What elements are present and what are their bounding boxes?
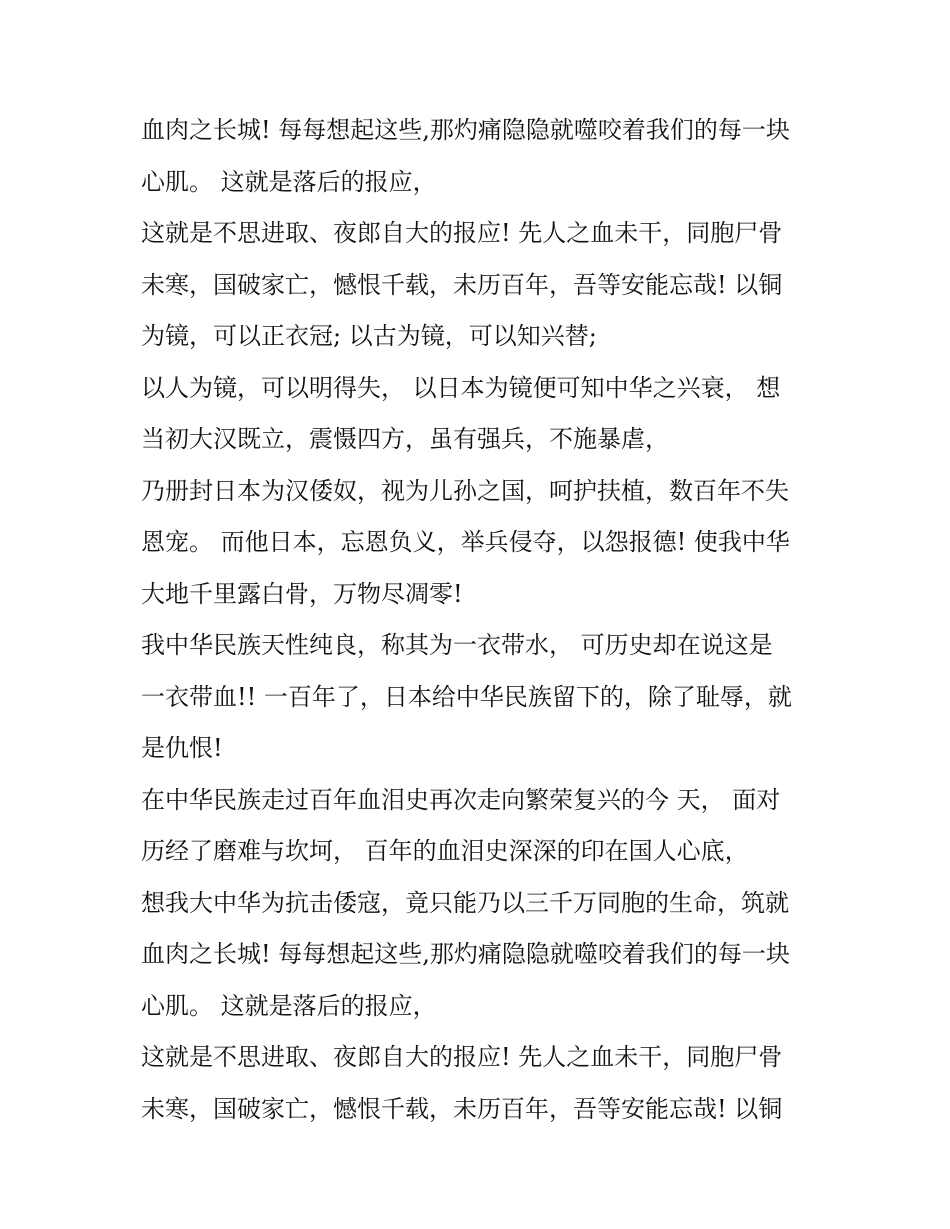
text-line: 乃册封日本为汉倭奴，视为儿孙之国，呵护扶植，数百年不失 bbox=[141, 476, 789, 505]
text-line: 心肌。 这就是落后的报应， bbox=[141, 167, 437, 196]
text-line: 这就是不思进取、夜郎自大的报应! 先人之血未干，同胞尸骨 bbox=[141, 1043, 783, 1071]
text-line: 未寒，国破家亡，憾恨千载，未历百年，吾等安能忘哉! 以铜 bbox=[141, 270, 783, 299]
text-line: 心肌。 这就是落后的报应， bbox=[141, 991, 437, 1020]
text-line: 恩宠。 而他日本，忘恩负义，举兵侵夺，以怨报德! 使我中华 bbox=[141, 528, 790, 556]
text-line: 在中华民族走过百年血泪史再次走向繁荣复兴的今 天， 面对 bbox=[141, 785, 781, 814]
text-line: 以人为镜，可以明得失， 以日本为镜便可知中华之兴衰， 想 bbox=[141, 373, 781, 402]
text-line: 大地千里露白骨，万物尽凋零! bbox=[141, 579, 463, 608]
document-body bbox=[141, 105, 831, 1135]
text-line: 一衣带血!! 一百年了，日本给中华民族留下的，除了耻辱，就 bbox=[141, 682, 792, 711]
text-line: 这就是不思进取、夜郎自大的报应! 先人之血未干，同胞尸骨 bbox=[141, 219, 783, 247]
text-line: 我中华民族天性纯良，称其为一衣带水， 可历史却在说这是 bbox=[141, 631, 773, 659]
text-line: 血肉之长城! 每每想起这些,那灼痛隐隐就噬咬着我们的每一块 bbox=[141, 116, 790, 144]
text-line: 历经了磨难与坎坷， 百年的血泪史深深的印在国人心底， bbox=[141, 837, 749, 865]
text-line: 是仇恨! bbox=[141, 734, 223, 762]
text-line: 当初大汉既立，震慑四方，虽有强兵，不施暴虐， bbox=[141, 425, 669, 453]
text-line: 未寒，国破家亡，憾恨千载，未历百年，吾等安能忘哉! 以铜 bbox=[141, 1094, 783, 1123]
text-line: 血肉之长城! 每每想起这些,那灼痛隐隐就噬咬着我们的每一块 bbox=[141, 940, 790, 968]
text-line: 想我大中华为抗击倭寇，竟只能乃以三千万同胞的生命，筑就 bbox=[141, 888, 789, 917]
text-line: 为镜，可以正衣冠; 以古为镜，可以知兴替; bbox=[141, 322, 597, 350]
